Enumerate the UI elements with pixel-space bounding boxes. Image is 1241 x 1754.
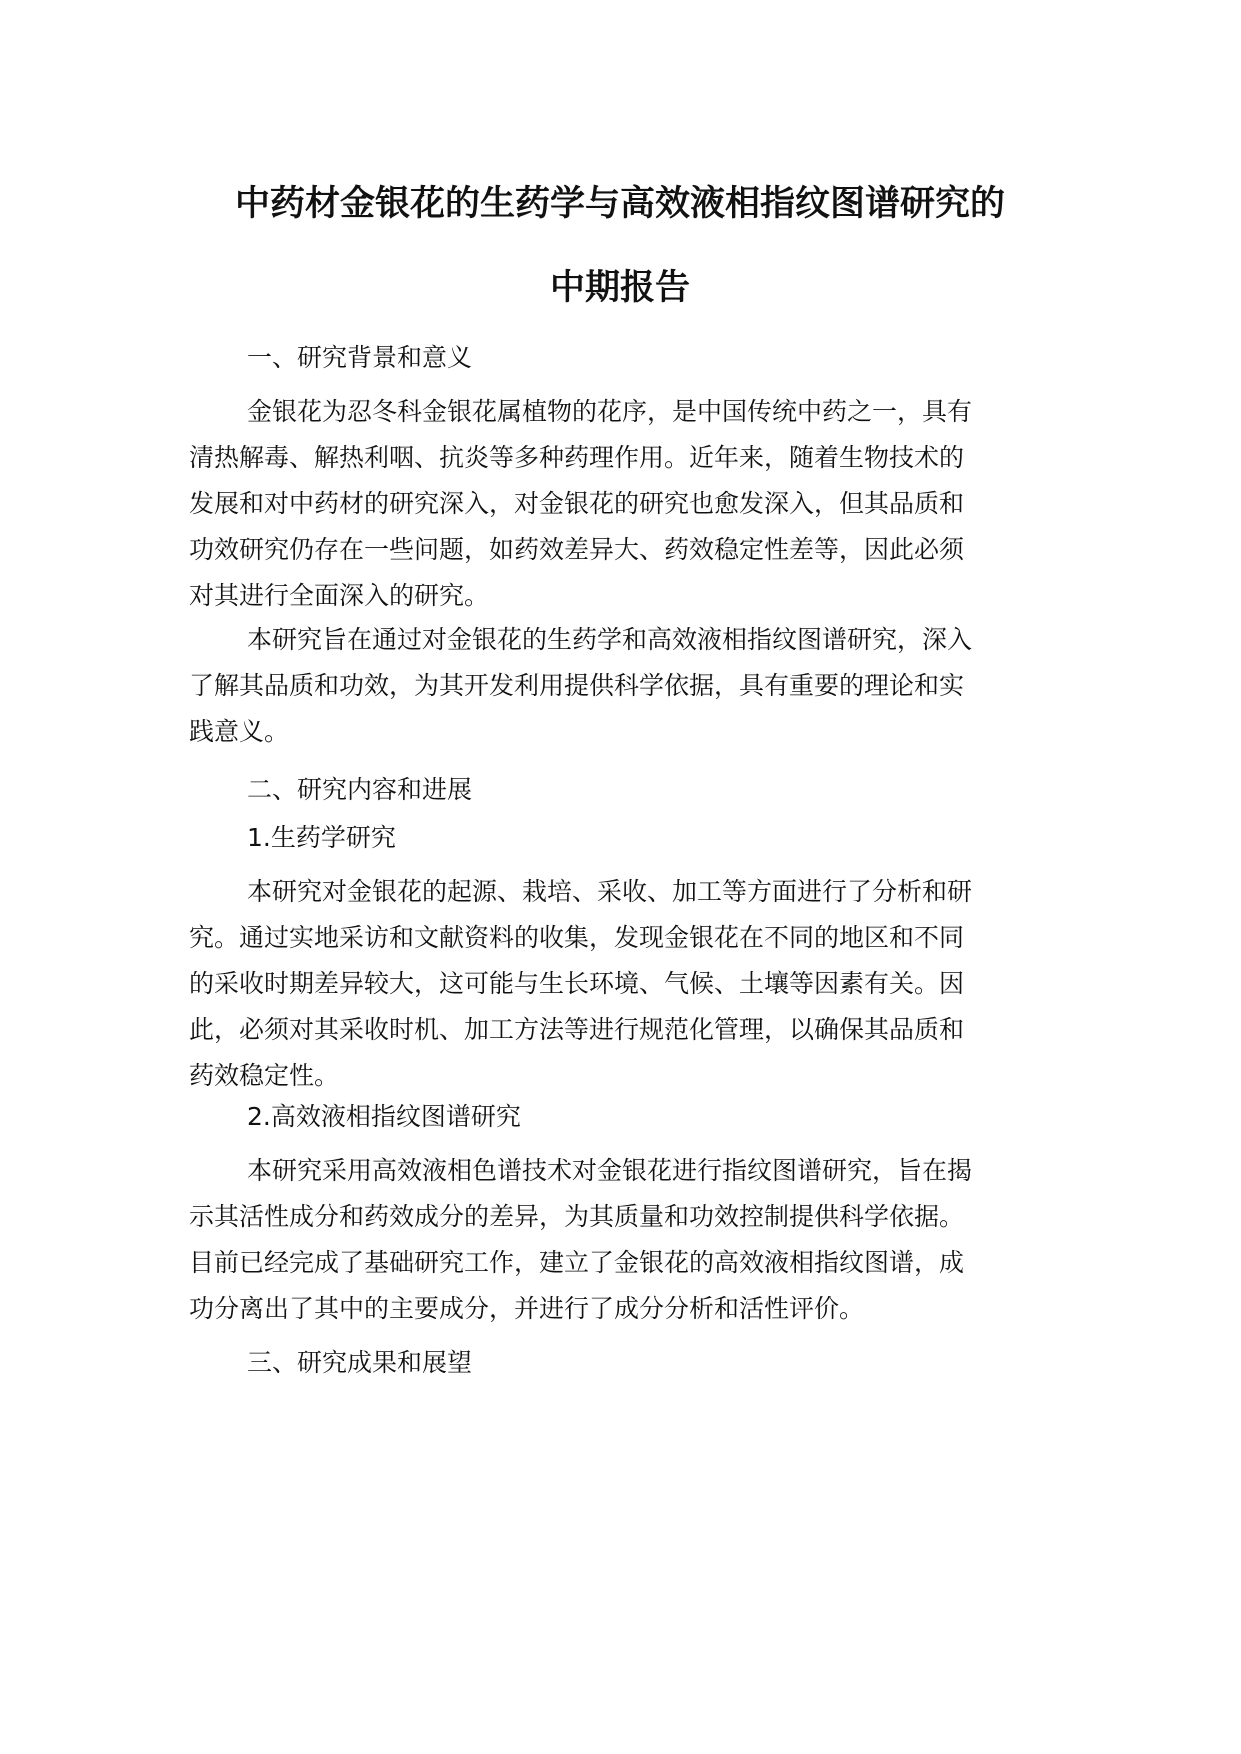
- document-title-line-2: 中期报告: [549, 268, 690, 308]
- paragraph-line: 功效研究仍存在一些问题，如药效差异大、药效稳定性差等，因此必须: [189, 535, 965, 564]
- section-heading-content: 二、研究内容和进展: [247, 775, 473, 804]
- paragraph-line: 示其活性成分和药效成分的差异，为其质量和功效控制提供科学依据。: [189, 1202, 965, 1231]
- paragraph-line: 功分离出了其中的主要成分，并进行了成分分析和活性评价。: [189, 1294, 865, 1323]
- paragraph-hplc: [189, 1148, 1032, 1332]
- paragraph-line: 目前已经完成了基础研究工作，建立了金银花的高效液相指纹图谱，成: [189, 1248, 965, 1277]
- paragraph-line: 对其进行全面深入的研究。: [189, 581, 490, 610]
- paragraph-background: [189, 389, 1032, 619]
- paragraph-line: 本研究旨在通过对金银花的生药学和高效液相指纹图谱研究，深入: [247, 625, 973, 654]
- section-heading-background: 一、研究背景和意义: [247, 343, 473, 372]
- paragraph-aim: [189, 617, 1032, 755]
- paragraph-line: 金银花为忍冬科金银花属植物的花序，是中国传统中药之一，具有: [247, 397, 973, 426]
- paragraph-line: 了解其品质和功效，为其开发利用提供科学依据，具有重要的理论和实: [189, 671, 965, 700]
- paragraph-line: 清热解毒、解热利咽、抗炎等多种药理作用。近年来，随着生物技术的: [189, 443, 965, 472]
- paragraph-pharmacognosy: [189, 869, 1032, 1099]
- paragraph-line: 践意义。: [189, 717, 290, 746]
- section-heading-results: 三、研究成果和展望: [247, 1348, 473, 1377]
- paragraph-line: 药效稳定性。: [189, 1061, 340, 1090]
- paragraph-line: 发展和对中药材的研究深入，对金银花的研究也愈发深入，但其品质和: [189, 489, 965, 518]
- document-title-line-1: 中药材金银花的生药学与高效液相指纹图谱研究的: [234, 184, 1005, 224]
- paragraph-line: 究。通过实地采访和文献资料的收集，发现金银花在不同的地区和不同: [189, 923, 965, 952]
- paragraph-line: 的采收时期差异较大，这可能与生长环境、气候、土壤等因素有关。因: [189, 969, 965, 998]
- paragraph-line: 本研究对金银花的起源、栽培、采收、加工等方面进行了分析和研: [247, 877, 973, 906]
- paragraph-line: 此，必须对其采收时机、加工方法等进行规范化管理，以确保其品质和: [189, 1015, 965, 1044]
- paragraph-line: 本研究采用高效液相色谱技术对金银花进行指纹图谱研究，旨在揭: [247, 1156, 973, 1185]
- subsection-heading-hplc: 2.高效液相指纹图谱研究: [247, 1102, 521, 1131]
- subsection-heading-pharmacognosy: 1.生药学研究: [247, 823, 396, 852]
